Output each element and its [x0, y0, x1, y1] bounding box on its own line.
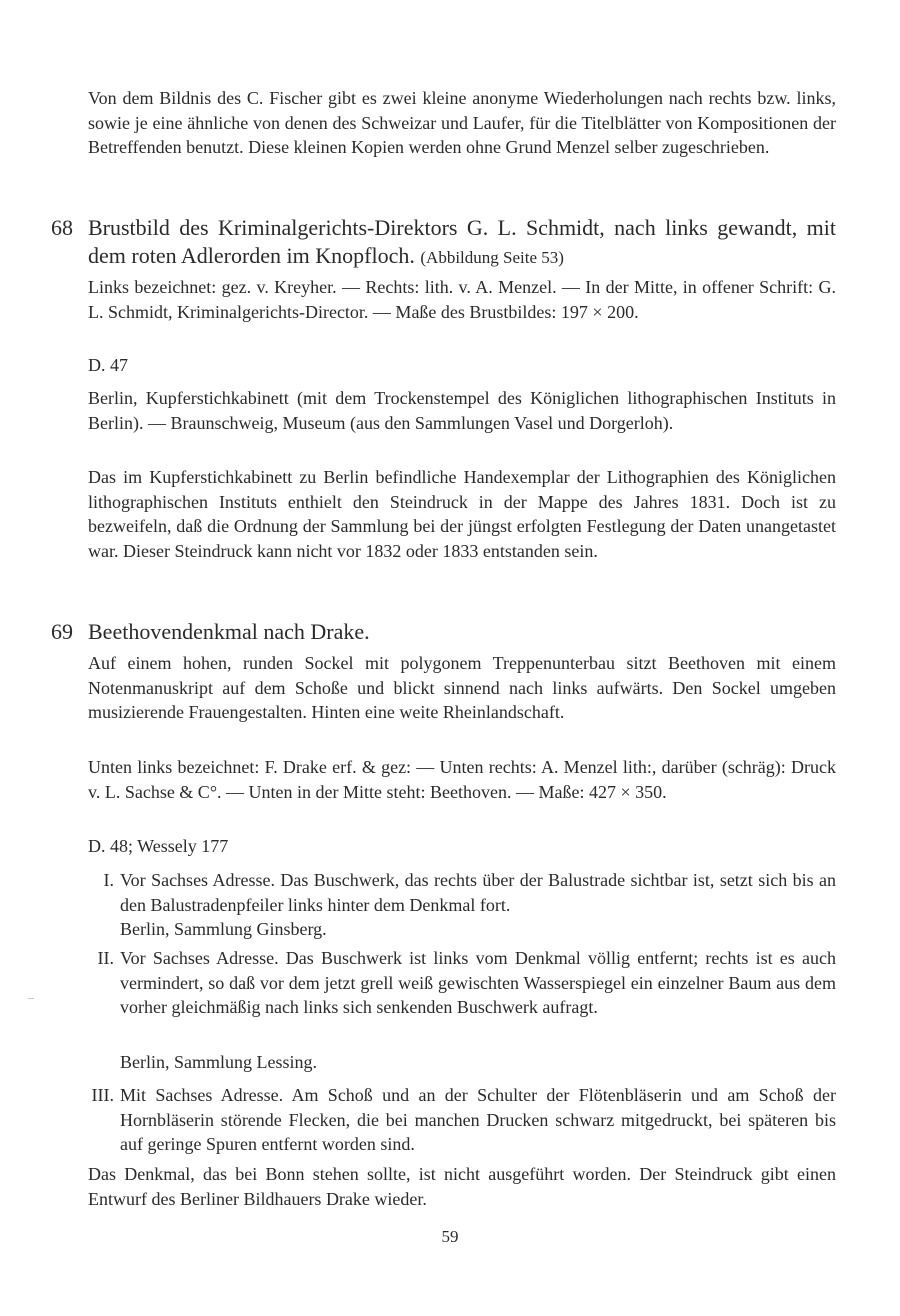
state-1-collection: Berlin, Sammlung Ginsberg. — [120, 919, 327, 939]
entry-68-collections: Berlin, Kupferstichkabinett (mit dem Trockenstempel des Königlichen lithographischen Instituts in Berlin). — Braunschweig, Museum (aus den Sammlungen Vasel und Dorgerloh). — [88, 388, 836, 433]
entry-68-note: Das im Kupferstichkabinett zu Berlin befindliche Handexemplar der Lithographien des Königlichen lithographischen Instituts enthielt den Steindruck in der Mappe des Jahres 1831. Doch ist zu bezweifeln, daß die Ordnung der Sammlung bei der jüngst erfolgten Festlegung der Daten unangetastet war. Dieser Steindruck kann nicht vor 1832 oder 1833 entstanden sein. — [88, 467, 836, 561]
page-number: 59 — [441, 1227, 459, 1246]
state-2-number: II. — [97, 948, 114, 968]
entry-68-inscription: Links bezeichnet: gez. v. Kreyher. — Rechts: lith. v. A. Menzel. — In der Mitte, in offener Schrift: G. L. Schmidt, Kriminalgerichts-Director. — Maße des Brustbildes: 197 × 200. — [88, 277, 836, 322]
entry-69-number: 69 — [51, 619, 73, 644]
margin-mark — [28, 998, 34, 999]
entry-68-number: 68 — [51, 215, 73, 240]
entry-69-description: Auf einem hohen, runden Sockel mit polygonem Treppenunterbau sitzt Beethoven mit einem Notenmanuskript auf dem Schoße und blickt sinnend nach links aufwärts. Den Sockel umgeben musizierende Frauengestalten. Hinten eine weite Rheinlandschaft. — [88, 653, 836, 722]
entry-69-inscription: Unten links bezeichnet: F. Drake erf. & gez: — Unten rechts: A. Menzel lith:, darüber (schräg): Druck v. L. Sachse & C°. — Unten in der Mitte steht: Beethoven. — Maße: 427 × 350. — [88, 757, 836, 802]
entry-68-title — [88, 214, 836, 272]
entry-69-note: Das Denkmal, das bei Bonn stehen sollte, ist nicht ausgeführt worden. Der Steindruck gibt einen Entwurf des Berliner Bildhauers Drake wieder. — [88, 1164, 836, 1209]
state-2-collection: Berlin, Sammlung Lessing. — [120, 1052, 317, 1072]
entry-68-title-text: Brustbild des Kriminalgerichts-Direktors G. L. Schmidt, nach links gewandt, mit dem roten Adlerorden im Knopfloch. — [88, 215, 836, 268]
intro-paragraph: Von dem Bildnis des C. Fischer gibt es zwei kleine anonyme Wiederholungen nach rechts bzw. links, sowie je eine ähnliche von denen des Schweizar und Laufer, für die Titelblätter von Kompositionen der Betreffenden benutzt. Diese kleinen Kopien werden ohne Grund Menzel selber zugeschrieben. — [88, 88, 836, 157]
state-3-text: Mit Sachses Adresse. Am Schoß und an der Schulter der Flötenbläserin und am Schoß der Hornbläserin störende Flecken, die bei manchen Drucken schwarz mitgedruckt, bei späteren bis auf geringe Spuren entfernt worden sind. — [120, 1085, 836, 1154]
entry-69-catalogue: D. 48; Wessely 177 — [88, 836, 229, 856]
state-1-number: I. — [103, 870, 114, 890]
state-2-text: Vor Sachses Adresse. Das Buschwerk ist links vom Denkmal völlig entfernt; rechts ist es auch vermindert, so daß vor dem jetzt grell weiß gewischten Wasserspiegel ein einzelner Baum aus dem vorher gleichmäßig nach links sich senkenden Buschwerk aufragt. — [120, 948, 836, 1017]
entry-68-catalogue: D. 47 — [88, 355, 128, 375]
entry-68-figure-reference: (Abbildung Seite 53) — [420, 248, 564, 267]
state-1-text: Vor Sachses Adresse. Das Buschwerk, das rechts über der Balustrade sichtbar ist, setzt sich bis an den Balustradenpfeiler links hinter dem Denkmal fort. — [120, 870, 836, 915]
entry-69-title: Beethovendenkmal nach Drake. — [88, 619, 370, 644]
state-3-number: III. — [91, 1085, 114, 1105]
